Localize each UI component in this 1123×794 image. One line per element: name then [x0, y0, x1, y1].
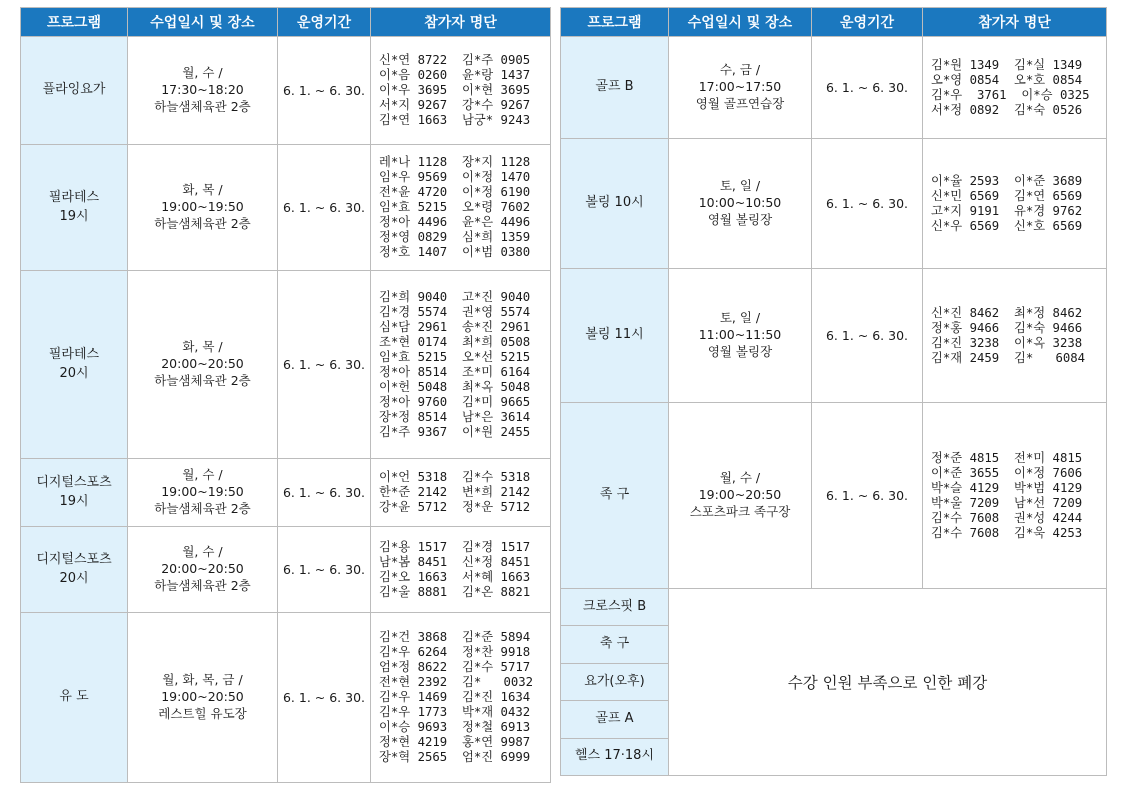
participant-line: 정*현 4219 홍*연 9987	[379, 735, 531, 749]
program-name-line: 디지털스포츠	[36, 551, 112, 567]
class-schedule-line: 하늘샘체육관 2층	[154, 372, 251, 388]
participant-line: 이*우 3695 이*현 3695	[379, 83, 531, 97]
class-schedule-line: 월, 수 /	[182, 467, 223, 483]
closed-notice: 수강 인원 부족으로 인한 폐강	[669, 589, 1107, 776]
participant-line: 박*울 7209 남*선 7209	[931, 495, 1083, 510]
class-schedule	[669, 403, 812, 589]
participant-line: 조*현 0174 최*희 0508	[379, 334, 531, 349]
program-name-line: 유 도	[59, 689, 89, 705]
participant-line: 김*우 1469 김*진 1634	[379, 690, 531, 704]
participant-line: 김*재 2459 김* 6084	[931, 350, 1086, 365]
program-name-line: 19시	[59, 208, 89, 224]
class-schedule-line: 영월 골프연습장	[695, 95, 785, 111]
class-schedule	[128, 613, 278, 783]
participant-line: 신*연 8722 김*주 0905	[379, 53, 531, 67]
program-name	[561, 37, 669, 139]
participant-line: 이*음 0260 윤*랑 1437	[379, 68, 531, 82]
participant-line: 이*승 9693 정*철 6913	[379, 720, 531, 734]
class-schedule-line: 19:00~20:50	[698, 487, 782, 503]
program-row	[21, 145, 551, 271]
participant-line: 김*연 1663 남궁* 9243	[379, 113, 531, 127]
header-row	[21, 8, 551, 37]
program-name-line: 19시	[59, 493, 89, 509]
participant-line: 정*아 4496 윤*은 4496	[379, 215, 531, 229]
header-participants: 참가자 명단	[923, 8, 1107, 37]
participant-line: 남*봄 8451 신*정 8451	[379, 554, 531, 569]
closed-program-name: 요가(오후)	[561, 663, 669, 700]
participant-line: 김*우 3761 이*승 0325	[931, 87, 1090, 102]
program-name-line: 족 구	[599, 487, 630, 503]
class-schedule-line: 17:30~18:20	[161, 82, 244, 98]
program-name-line: 20시	[59, 570, 89, 586]
participant-line: 엄*정 8622 김*수 5717	[379, 660, 531, 674]
program-name-line: 플라잉요가	[42, 82, 106, 98]
participant-line: 고*지 9191 유*경 9762	[931, 203, 1083, 218]
class-schedule	[669, 269, 812, 403]
header-row	[561, 8, 1107, 37]
operation-period: 6. 1. ~ 6. 30.	[278, 613, 371, 783]
participant-line: 오*영 0854 오*호 0854	[931, 72, 1083, 87]
participant-list	[371, 37, 551, 145]
class-schedule	[128, 37, 278, 145]
program-name	[21, 37, 128, 145]
program-name	[21, 459, 128, 527]
class-schedule-line: 19:00~19:50	[161, 199, 244, 215]
class-schedule-line: 20:00~20:50	[161, 561, 244, 577]
class-schedule-line: 10:00~10:50	[698, 195, 782, 211]
operation-period: 6. 1. ~ 6. 30.	[812, 403, 923, 589]
participant-line: 임*우 9569 이*정 1470	[379, 170, 531, 184]
participant-line: 김*수 7608 김*욱 4253	[931, 525, 1083, 540]
operation-period: 6. 1. ~ 6. 30.	[278, 37, 371, 145]
participant-line: 정*아 9760 김*미 9665	[379, 394, 531, 409]
program-row	[561, 403, 1107, 589]
class-schedule-line: 하늘샘체육관 2층	[154, 500, 251, 516]
participant-line: 정*홍 9466 김*숙 9466	[931, 320, 1083, 335]
participant-line: 이*언 5318 김*수 5318	[379, 470, 531, 484]
class-schedule-line: 19:00~20:50	[161, 689, 244, 705]
participant-list	[371, 613, 551, 783]
header-period: 운영기간	[812, 8, 923, 37]
participant-line: 장*정 8514 남*은 3614	[379, 409, 531, 424]
program-name	[561, 403, 669, 589]
schedule-table-right	[560, 7, 1107, 776]
participant-line: 임*효 5215 오*령 7602	[379, 200, 531, 214]
participant-line: 박*슬 4129 박*범 4129	[931, 480, 1083, 495]
class-schedule-line: 월, 수 /	[719, 470, 761, 486]
class-schedule-line: 스포츠파크 족구장	[689, 503, 791, 519]
program-name	[561, 139, 669, 269]
class-schedule-line: 하늘샘체육관 2층	[154, 577, 251, 593]
participant-list	[371, 271, 551, 459]
class-schedule	[669, 37, 812, 139]
participant-line: 김*경 5574 권*영 5574	[379, 304, 531, 319]
participant-line: 신*진 8462 최*정 8462	[931, 305, 1083, 320]
participant-line: 김*용 1517 김*경 1517	[379, 539, 531, 554]
class-schedule	[669, 139, 812, 269]
program-row	[21, 271, 551, 459]
participant-list	[923, 269, 1107, 403]
closed-program-name: 골프 A	[561, 701, 669, 738]
participant-line: 김*건 3868 김*준 5894	[379, 630, 531, 644]
participant-line: 이*율 2593 이*준 3689	[931, 173, 1083, 188]
program-row	[21, 37, 551, 145]
class-schedule-line: 하늘샘체육관 2층	[154, 215, 251, 231]
participant-list	[923, 37, 1107, 139]
class-schedule	[128, 271, 278, 459]
header-schedule: 수업일시 및 장소	[128, 8, 278, 37]
participant-list	[923, 403, 1107, 589]
header-participants: 참가자 명단	[371, 8, 551, 37]
participant-line: 정*호 1407 이*범 0380	[379, 245, 531, 259]
participant-list	[371, 527, 551, 613]
operation-period: 6. 1. ~ 6. 30.	[812, 37, 923, 139]
operation-period: 6. 1. ~ 6. 30.	[278, 145, 371, 271]
participant-line: 이*헌 5048 최*옥 5048	[379, 379, 531, 394]
participant-line: 신*민 6569 김*연 6569	[931, 188, 1083, 203]
class-schedule-line: 토, 일 /	[719, 178, 761, 194]
operation-period: 6. 1. ~ 6. 30.	[278, 271, 371, 459]
participant-list	[923, 139, 1107, 269]
class-schedule-line: 화, 목 /	[182, 339, 223, 355]
participant-list	[371, 145, 551, 271]
header-program: 프로그램	[561, 8, 669, 37]
participant-line: 심*담 2961 송*진 2961	[379, 319, 531, 334]
participant-line: 김*우 1773 박*재 0432	[379, 705, 531, 719]
closed-program-row	[561, 589, 1107, 626]
class-schedule-line: 11:00~11:50	[698, 327, 782, 343]
program-name	[21, 527, 128, 613]
program-row	[21, 527, 551, 613]
program-row	[561, 37, 1107, 139]
participant-line: 한*준 2142 변*희 2142	[379, 485, 531, 499]
program-name-line: 필라테스	[48, 189, 100, 205]
participant-line: 서*지 9267 강*수 9267	[379, 98, 531, 112]
program-name-line: 필라테스	[48, 346, 100, 362]
operation-period: 6. 1. ~ 6. 30.	[278, 527, 371, 613]
header-program: 프로그램	[21, 8, 128, 37]
header-schedule: 수업일시 및 장소	[669, 8, 812, 37]
class-schedule	[128, 145, 278, 271]
operation-period: 6. 1. ~ 6. 30.	[812, 139, 923, 269]
closed-program-name: 축 구	[561, 626, 669, 663]
program-name-line: 디지털스포츠	[36, 474, 112, 490]
class-schedule-line: 토, 일 /	[719, 310, 761, 326]
participant-line: 이*준 3655 이*정 7606	[931, 465, 1083, 480]
class-schedule-line: 17:00~17:50	[698, 79, 782, 95]
class-schedule-line: 월, 수 /	[182, 544, 223, 560]
participant-line: 김*울 8881 김*온 8821	[379, 584, 531, 599]
program-name-line: 골프 B	[595, 79, 634, 95]
closed-program-name: 헬스 17·18시	[561, 738, 669, 775]
class-schedule	[128, 459, 278, 527]
class-schedule-line: 레스트힐 유도장	[158, 705, 247, 721]
class-schedule-line: 19:00~19:50	[161, 484, 244, 500]
participant-line: 신*우 6569 신*호 6569	[931, 218, 1083, 233]
participant-line: 레*나 1128 장*지 1128	[379, 155, 531, 169]
class-schedule-line: 화, 목 /	[182, 182, 223, 198]
program-name	[21, 145, 128, 271]
participant-line: 김*수 7608 권*성 4244	[931, 510, 1083, 525]
class-schedule-line: 수, 금 /	[719, 62, 761, 78]
class-schedule-line: 영월 볼링장	[707, 343, 773, 359]
participant-line: 김*주 9367 이*원 2455	[379, 424, 531, 439]
program-row	[21, 459, 551, 527]
operation-period: 6. 1. ~ 6. 30.	[278, 459, 371, 527]
participant-line: 전*윤 4720 이*정 6190	[379, 185, 531, 199]
operation-period: 6. 1. ~ 6. 30.	[812, 269, 923, 403]
program-name	[21, 271, 128, 459]
program-name	[21, 613, 128, 783]
class-schedule-line: 20:00~20:50	[161, 356, 244, 372]
program-row	[21, 613, 551, 783]
class-schedule	[128, 527, 278, 613]
participant-line: 정*영 0829 심*희 1359	[379, 230, 531, 244]
participant-line: 김*오 1663 서*혜 1663	[379, 569, 531, 584]
participant-line: 강*윤 5712 정*운 5712	[379, 500, 531, 514]
participant-line: 서*정 0892 김*숙 0526	[931, 102, 1083, 117]
class-schedule-line: 하늘샘체육관 2층	[154, 98, 251, 114]
closed-program-name: 크로스핏 B	[561, 589, 669, 626]
participant-line: 전*현 2392 김* 0032	[379, 675, 534, 689]
program-row	[561, 269, 1107, 403]
header-period: 운영기간	[278, 8, 371, 37]
program-name-line: 볼링 10시	[585, 195, 644, 211]
participant-line: 정*준 4815 전*미 4815	[931, 450, 1083, 465]
participant-line: 임*효 5215 오*선 5215	[379, 349, 531, 364]
participant-line: 김*우 6264 정*찬 9918	[379, 645, 531, 659]
participant-line: 장*혁 2565 엄*진 6999	[379, 750, 531, 764]
participant-line: 김*희 9040 고*진 9040	[379, 289, 531, 304]
program-name-line: 볼링 11시	[585, 327, 644, 343]
class-schedule-line: 월, 수 /	[182, 65, 223, 81]
participant-list	[371, 459, 551, 527]
program-name-line: 20시	[59, 365, 89, 381]
schedule-table-left	[20, 7, 551, 783]
class-schedule-line: 월, 화, 목, 금 /	[162, 672, 243, 688]
participant-line: 정*아 8514 조*미 6164	[379, 364, 531, 379]
program-row	[561, 139, 1107, 269]
participant-line: 김*원 1349 김*실 1349	[931, 57, 1083, 72]
participant-line: 김*진 3238 이*옥 3238	[931, 335, 1083, 350]
class-schedule-line: 영월 볼링장	[707, 211, 773, 227]
program-name	[561, 269, 669, 403]
